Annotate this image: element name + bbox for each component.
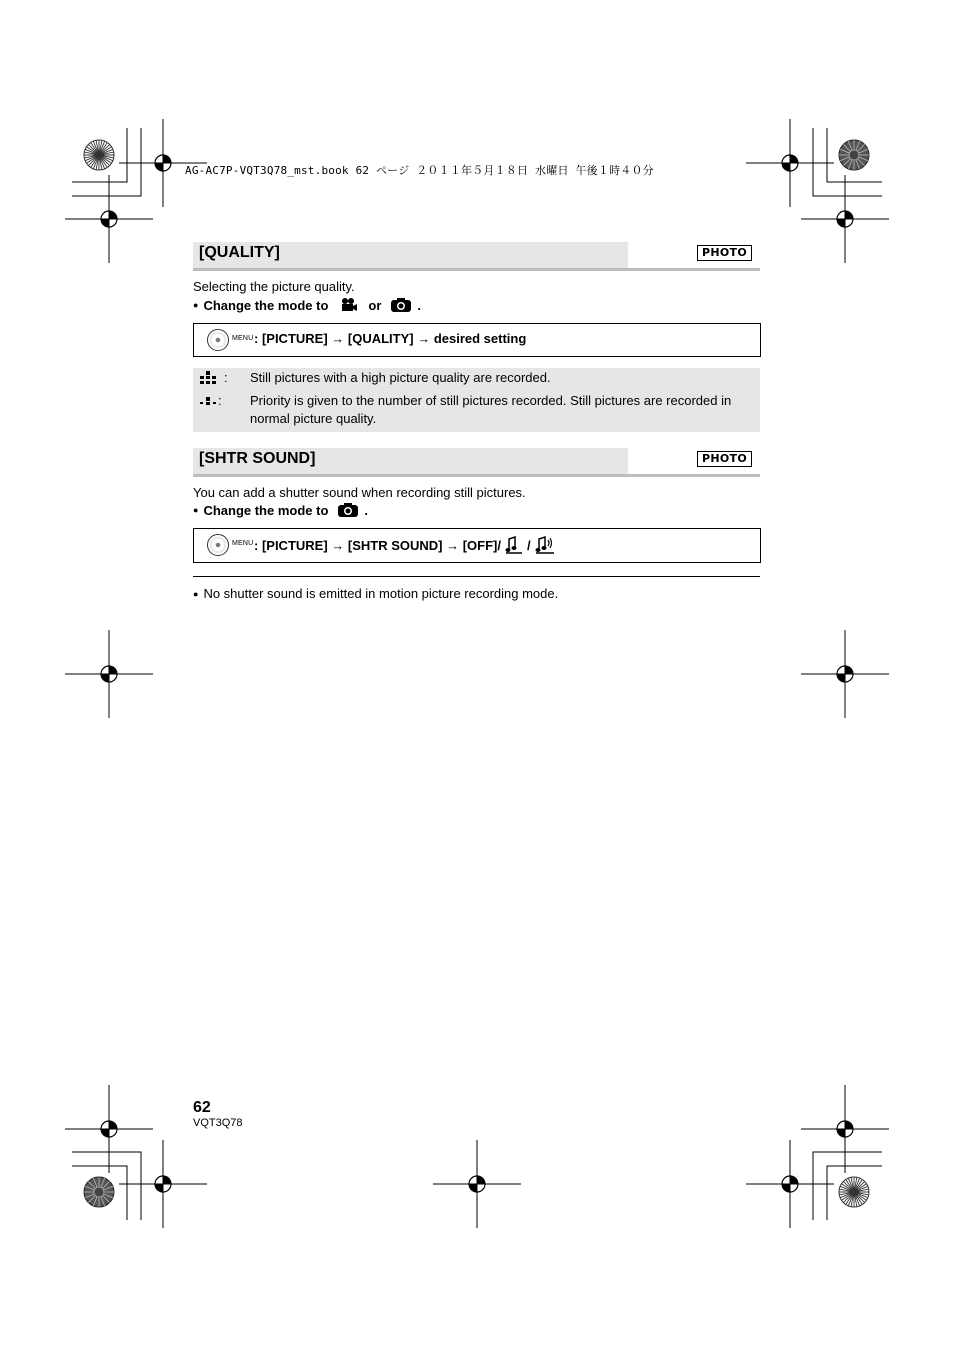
quality-high-text: Still pictures with a high picture quality are recorded. — [250, 370, 551, 385]
quality-section-header — [193, 242, 760, 270]
shtr-section-header — [193, 448, 760, 476]
sound-separator: / — [526, 537, 531, 553]
shtr-menu-path-box — [193, 528, 761, 563]
quality-high-colon: : — [224, 370, 228, 385]
shtr-note-text: No shutter sound is emitted in motion picture recording mode. — [203, 586, 559, 601]
quality-description: Selecting the picture quality. — [193, 279, 355, 294]
camera-icon — [337, 502, 359, 518]
mode-or: or — [368, 297, 382, 313]
sound-low-icon — [505, 536, 523, 554]
photo-badge: PHOTO — [697, 451, 752, 467]
menu-disc-icon — [207, 534, 229, 556]
quality-standard-text: Priority is given to the number of still pictures recorded. Still pictures are recorded in normal picture quality. — [250, 393, 732, 426]
menu-label: MENU — [232, 540, 254, 547]
shtr-menu-path-text: : [PICTURE] → [SHTR SOUND] → [OFF]/ — [254, 537, 501, 553]
mode-suffix: . — [364, 502, 369, 518]
bullet-icon: ● — [193, 300, 199, 310]
model-code: VQT3Q78 — [193, 1117, 243, 1129]
mode-suffix: . — [417, 297, 422, 313]
sound-high-icon — [535, 536, 555, 554]
shtr-description: You can add a shutter sound when recording still pictures. — [193, 485, 526, 500]
quality-high-icon — [198, 370, 218, 386]
mode-prefix: Change the mode to — [203, 502, 329, 518]
page-number: 62 — [193, 1099, 211, 1116]
print-header: AG-AC7P-VQT3Q78_mst.book 62 ページ ２０１１年５月１８日 水曜日 午後１時４０分 — [185, 164, 654, 177]
quality-menu-path: : [PICTURE] → [QUALITY] → desired setting — [254, 331, 527, 346]
quality-title: [QUALITY] — [199, 244, 280, 261]
note-separator — [193, 576, 760, 577]
shtr-menu-path — [254, 536, 555, 554]
bullet-icon: ● — [193, 505, 199, 515]
shtr-title: [SHTR SOUND] — [199, 450, 316, 467]
camera-icon — [390, 297, 412, 313]
quality-mode-instruction — [193, 297, 421, 313]
quality-options-table — [193, 368, 760, 432]
mode-prefix: Change the mode to — [203, 297, 329, 313]
quality-standard-icon — [198, 393, 218, 409]
shtr-note — [193, 586, 558, 601]
quality-menu-path-box — [193, 323, 761, 357]
photo-badge: PHOTO — [697, 245, 752, 261]
motion-picture-icon — [340, 297, 358, 313]
bullet-icon: ● — [193, 588, 199, 599]
quality-standard-colon: : — [218, 393, 222, 408]
menu-disc-icon — [207, 329, 229, 351]
shtr-mode-instruction — [193, 502, 368, 518]
menu-label: MENU — [232, 335, 254, 342]
